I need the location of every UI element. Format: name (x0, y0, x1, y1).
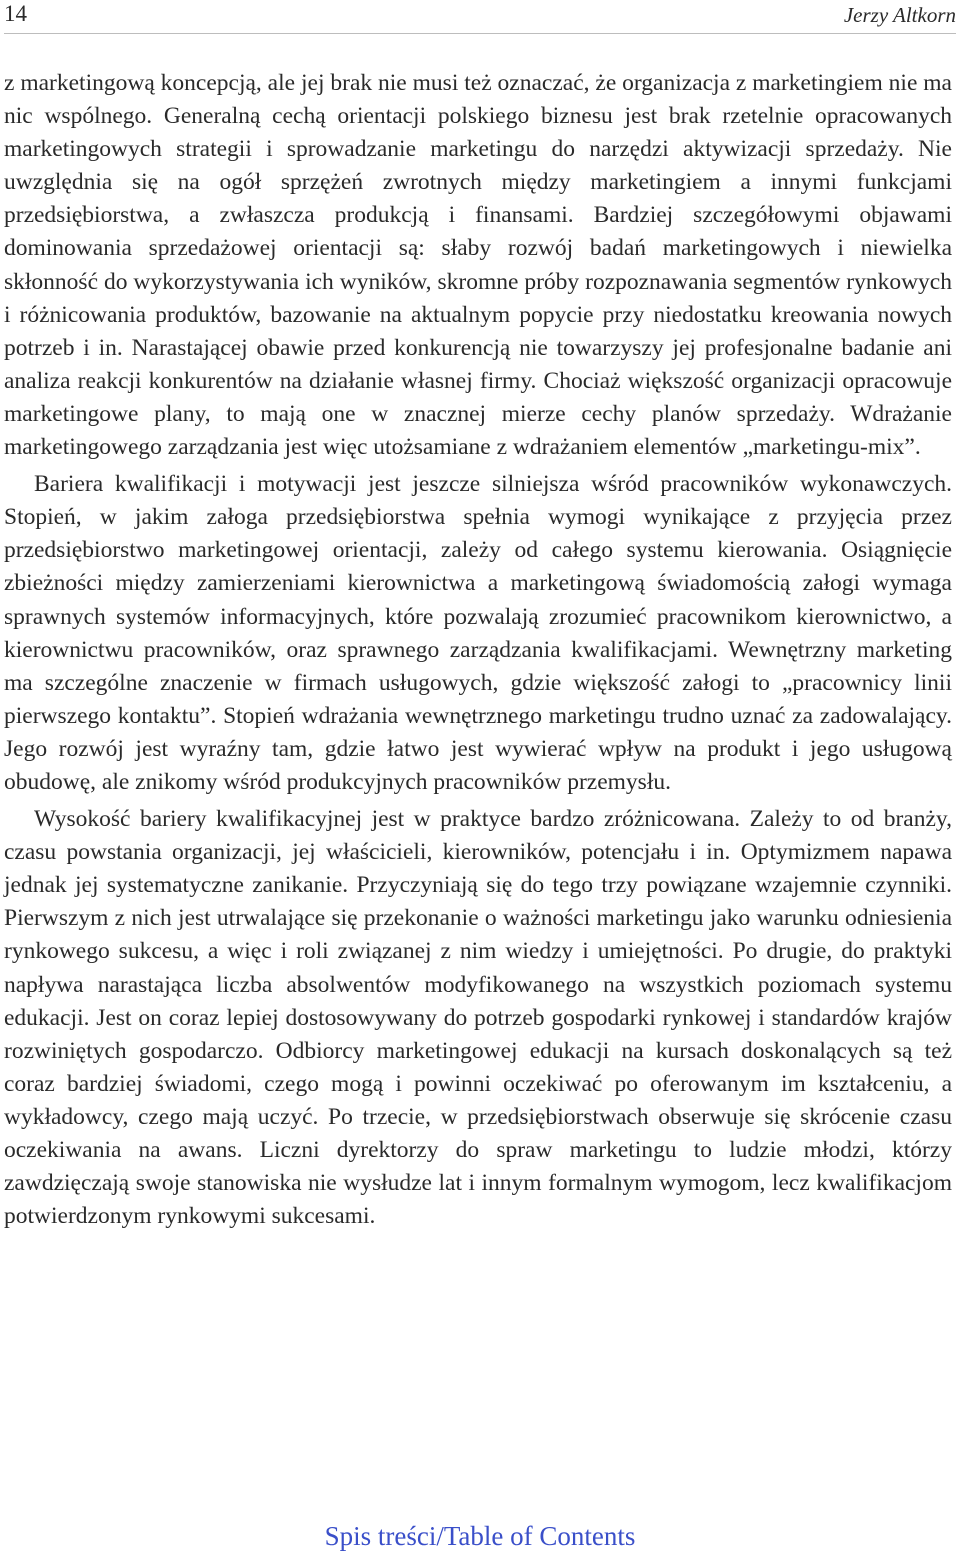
body-text (4, 67, 952, 1233)
paragraph-2: Bariera kwalifikacji i motywacji jest jeszcze silniejsza wśród pracowników wykonawczych. Stopień, w jakim załoga przedsiębiorstwa spełnia wymogi wynikające z przyjęcia przez przedsiębiorstwo marketingowej orientacji, zależy od całego systemu kierowania. Osiągnięcie zbieżności między zamierzeniami kierownictwa a marketingową świadomością załogi wymaga sprawnych systemów informacyjnych, które pozwalają zrozumieć pracownikom kierownictwo, a kierownictwu pracowników, oraz sprawnego zarządzania kwalifikacjami. Wewnętrzny marketing ma szczególne znaczenie w firmach usługowych, gdzie większość załogi to „pracownicy linii pierwszego kontaktu”. Stopień wdrażania wewnętrznego marketingu trudno uznać za zadowalający. Jego rozwój jest wyraźny tam, gdzie łatwo jest wywierać wpływ na produkt i jego usługową obudowę, ale znikomy wśród produkcyjnych pracowników przemysłu. (4, 471, 952, 795)
page-header (4, 0, 956, 34)
paragraph-3: Wysokość bariery kwalifikacyjnej jest w praktyce bardzo zróżnicowana. Zależy to od branży, czasu powstania organizacji, jej właścicieli, kierowników, potencjału i in. Optymizmem napawa jednak jej systematyczne zanikanie. Przyczyniają się do tego trzy powiązane wzajemnie czynniki. Pierwszym z nich jest utrwalające się przekonanie o ważności marketingu jako warunku odniesienia rynkowego sukcesu, a więc i roli związanej z nim wiedzy i umiejętności. Po drugie, do praktyki napływa narastająca liczba absolwentów modyfikowanego na wszystkich poziomach systemu edukacji. Jest on coraz lepiej dostosowywany do potrzeb gospodarki rynkowej i standardów krajów rozwiniętych gospodarczo. Odbiorcy marketingowej edukacji na kursach doskonalących są też coraz bardziej świadomi, czego mogą i powinni oczekiwać po oferowanym im kształceniu, a wykładowcy, czego mają uczyć. Po trzecie, w przedsiębiorstwach obserwuje się skrócenie czasu oczekiwania na awans. Liczni dyrektorzy do spraw marketingu to ludzie młodzi, którzy zawdzięczają swoje stanowiska nie wysłudze lat i innym formalnym wymogom, lecz kwalifikacjom potwierdzonym rynkowymi sukcesami. (4, 806, 952, 1230)
table-of-contents-link[interactable]: Spis treści/Table of Contents (324, 1521, 636, 1551)
running-head-author: Jerzy Altkorn (843, 3, 956, 27)
paragraph-1: z marketingową koncepcją, ale jej brak nie musi też oznaczać, że organizacja z marketingiem nie ma nic wspólnego. Generalną cechą orientacji polskiego biznesu jest brak rzetelnie opracowanych marketingowych strategii i sprowadzanie marketingu do narzędzi aktywizacji sprzedaży. Nie uwzględnia się na ogół sprzężeń zwrotnych między marketingiem a innymi funkcjami przedsiębiorstwa, a zwłaszcza produkcją i finansami. Bardziej szczegółowymi objawami dominowania sprzedażowej orientacji są: słaby rozwój badań marketingowych i niewielka skłonność do wykorzystywania ich wyników, skromne próby rozpoznawania segmentów rynkowych i różnicowania produktów, bazowanie na aktualnym popycie przy niedostatku kreowania nowych potrzeb i in. Narastającej obawie przed konkurencją nie towarzyszy jej profesjonalne badanie ani analiza reakcji konkurentów na działanie własnej firmy. Chociaż większość organizacji opracowuje marketingowe plany, to mają one w znacznej mierze cechy planów sprzedaży. Wdrażanie marketingowego zarządzania jest więc utożsamiane z wdrażaniem elementów „marketingu-mix”. (4, 70, 952, 461)
page-number: 14 (4, 1, 27, 26)
